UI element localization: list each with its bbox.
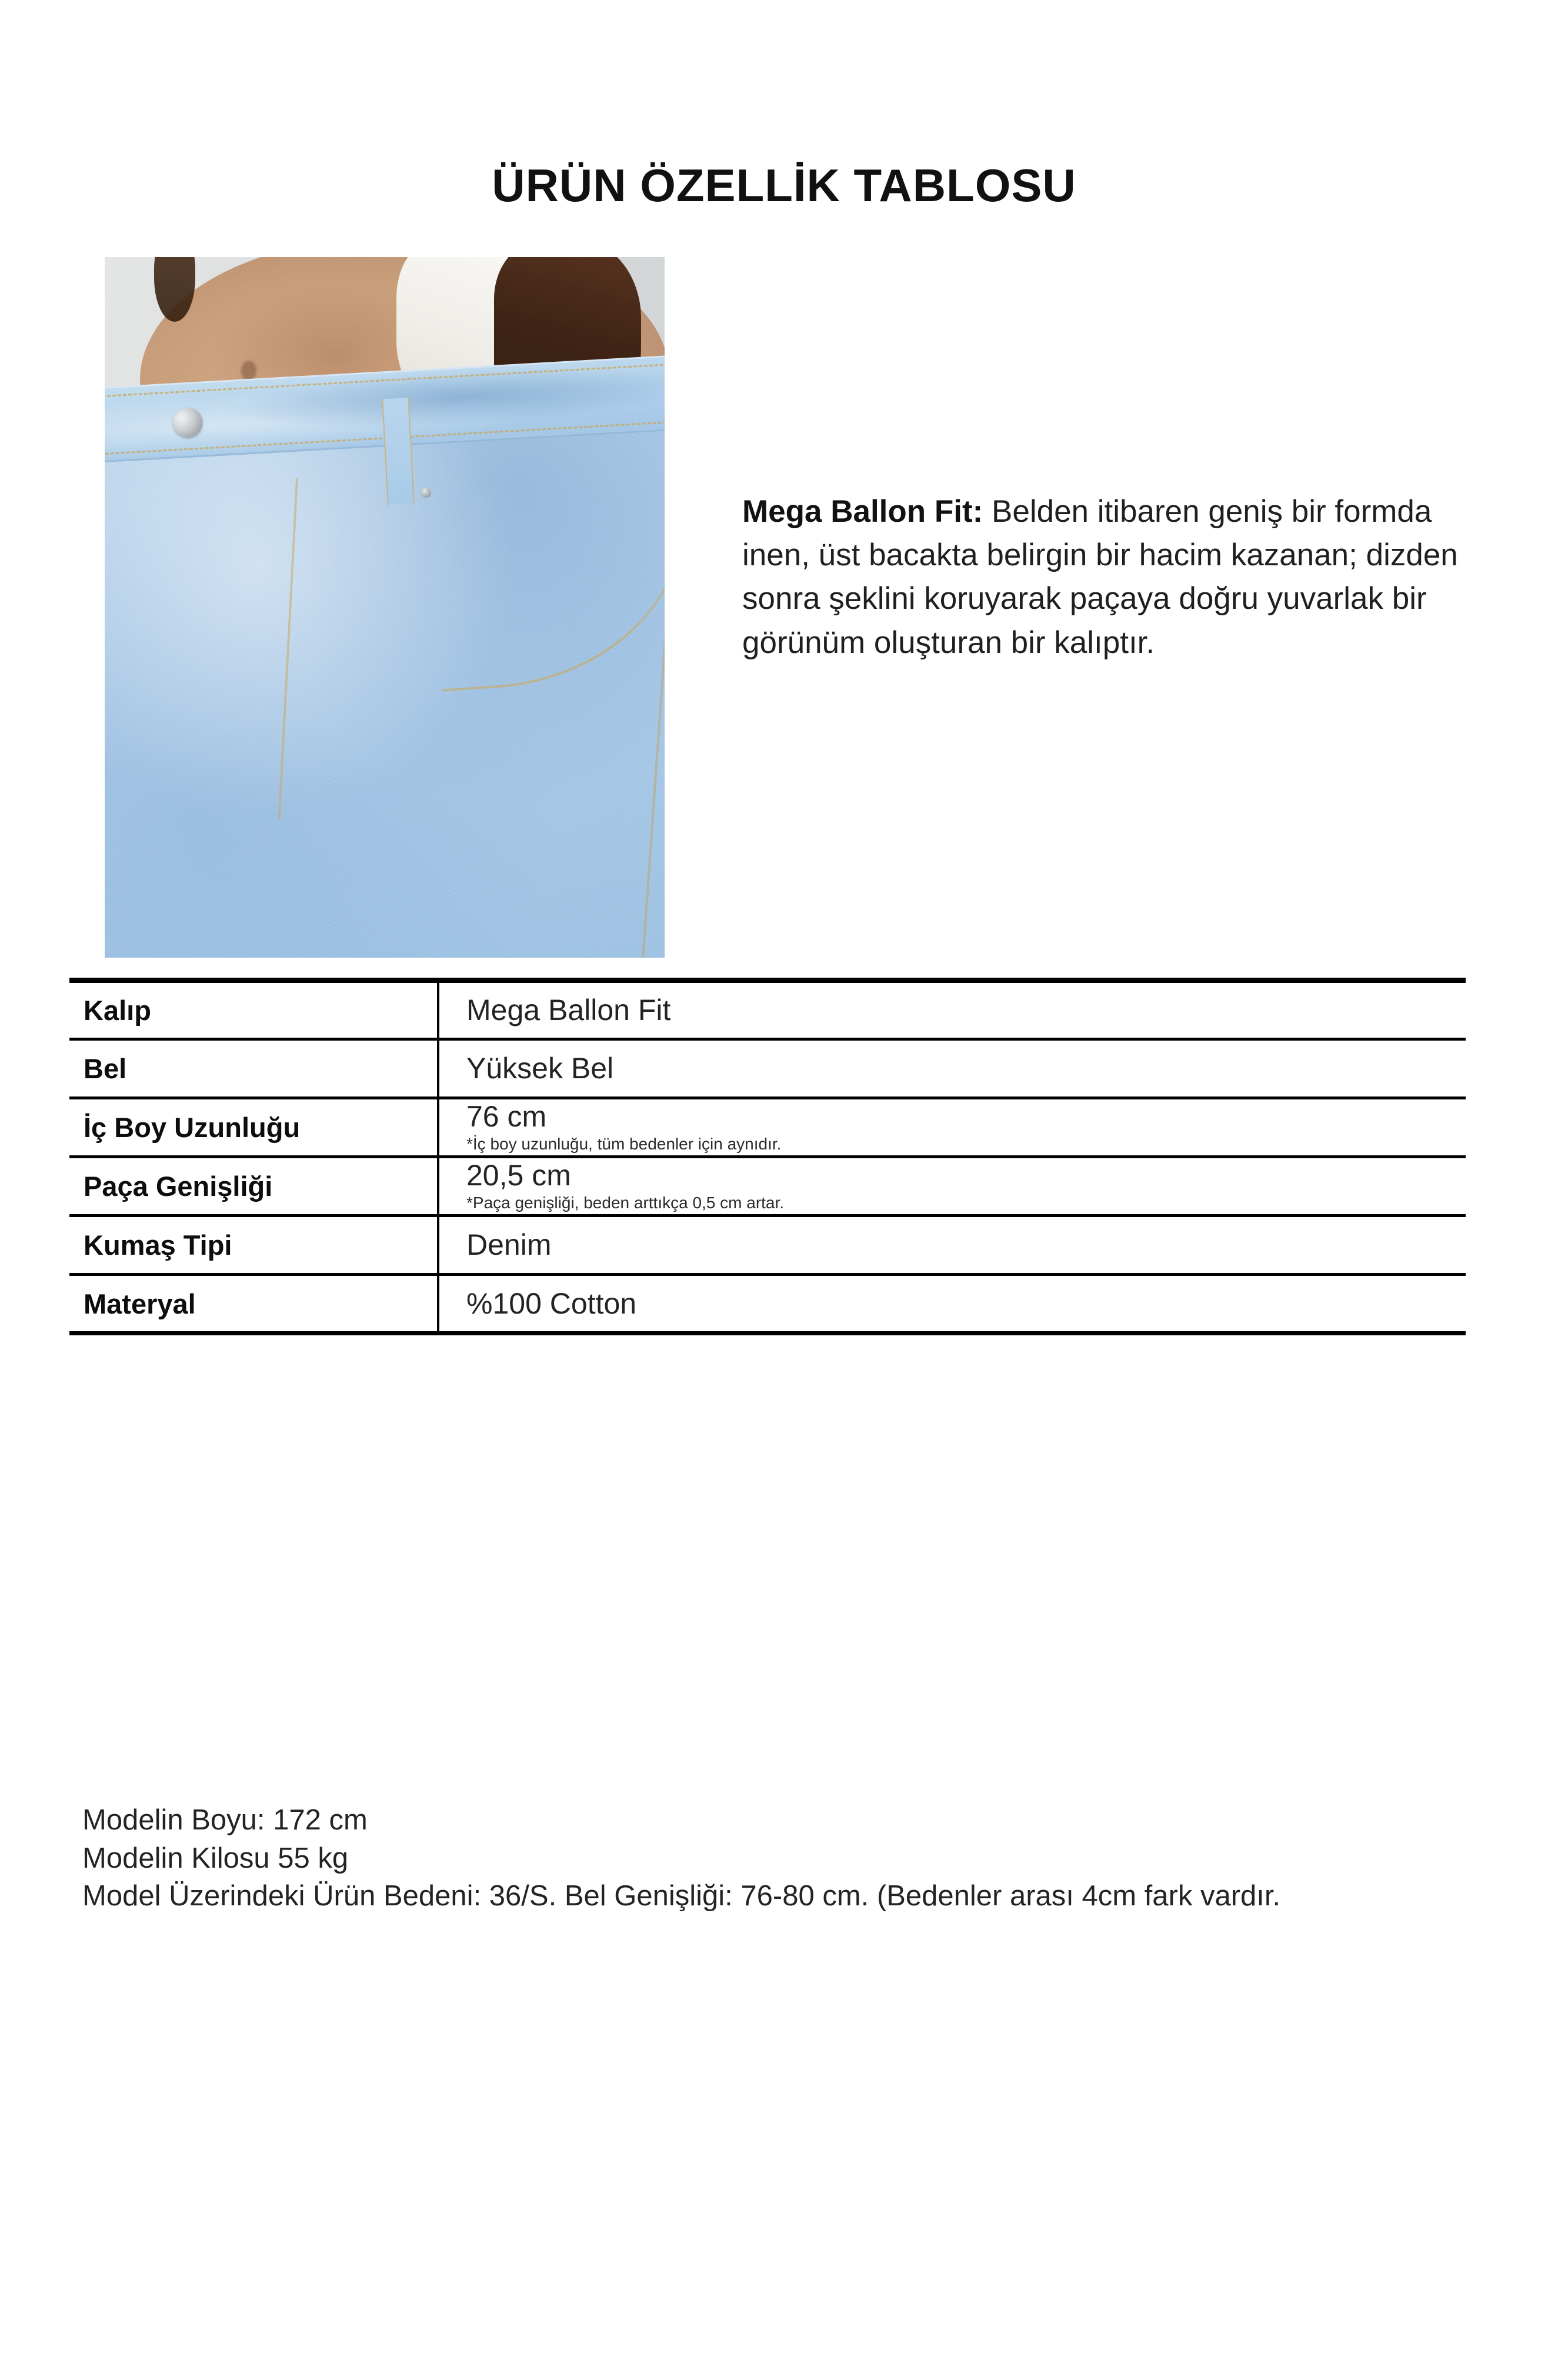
spec-value-text: 76 cm <box>466 1100 547 1134</box>
spec-value-bel <box>438 1039 1466 1098</box>
spec-table-body <box>69 981 1466 1334</box>
spec-value-note: *Paça genişliği, beden arttıkça 0,5 cm artar. <box>466 1194 785 1212</box>
table-row <box>69 1275 1466 1334</box>
product-photo <box>105 257 665 958</box>
table-row <box>69 1098 1466 1157</box>
spec-value-text: %100 Cotton <box>466 1287 637 1320</box>
spec-value-ic-boy-uzunlugu <box>438 1098 1466 1157</box>
spec-value-paca-genisligi <box>438 1157 1466 1216</box>
model-weight-note: Modelin Kilosu 55 kg <box>82 1842 349 1874</box>
photo-belt-loop <box>382 398 414 505</box>
fit-description-body: Belden itibaren geniş bir formda inen, üst bacakta belirgin bir hacim kazanan; dizden sonra şeklini koruyarak paçaya doğru yuvarlak bir görünüm oluşturan bir kalıptır. <box>742 494 1458 660</box>
model-size-note: Model Üzerindeki Ürün Bedeni: 36/S. Bel Genişliği: 76-80 cm. (Bedenler arası 4cm fark vardır. <box>82 1880 1281 1912</box>
spec-key-kalip: Kalıp <box>69 981 438 1039</box>
spec-key-materyal: Materyal <box>69 1275 438 1334</box>
spec-value-text: Yüksek Bel <box>466 1052 614 1085</box>
spec-value-text: Denim <box>466 1228 552 1261</box>
table-row <box>69 1157 1466 1216</box>
spec-key-paca-genisligi: Paça Genişliği <box>69 1157 438 1216</box>
spec-key-ic-boy-uzunlugu: İç Boy Uzunluğu <box>69 1098 438 1157</box>
spec-value-kalip <box>438 981 1466 1039</box>
photo-rivet <box>421 488 431 498</box>
page-title: ÜRÜN ÖZELLİK TABLOSU <box>492 159 1076 211</box>
table-row <box>69 1216 1466 1275</box>
spec-key-bel: Bel <box>69 1039 438 1098</box>
spec-value-text: Mega Ballon Fit <box>466 994 671 1026</box>
model-measurements-notes <box>82 1801 1447 1915</box>
model-height-note: Modelin Boyu: 172 cm <box>82 1804 368 1836</box>
table-row <box>69 981 1466 1039</box>
fit-description-lead: Mega Ballon Fit: <box>742 494 983 529</box>
product-spec-table <box>69 978 1466 1335</box>
table-row <box>69 1039 1466 1098</box>
fit-description <box>742 490 1466 665</box>
spec-key-kumas-tipi: Kumaş Tipi <box>69 1216 438 1275</box>
spec-value-kumas-tipi <box>438 1216 1466 1275</box>
spec-value-note: *İç boy uzunluğu, tüm bedenler için aynıdır. <box>466 1135 782 1154</box>
spec-value-materyal <box>438 1275 1466 1334</box>
photo-navel <box>241 361 256 381</box>
spec-value-text: 20,5 cm <box>466 1159 571 1192</box>
